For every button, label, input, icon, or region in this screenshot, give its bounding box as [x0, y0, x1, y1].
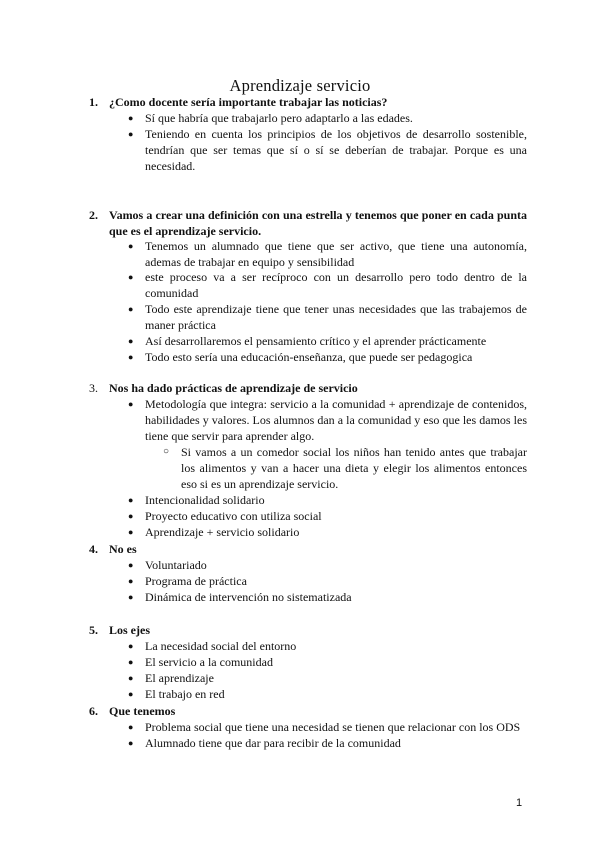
bullet-icon: ● — [128, 592, 134, 602]
list-item: Aprendizaje + servicio solidario — [145, 525, 300, 539]
bullet-icon: ● — [128, 527, 134, 537]
list-item: El servicio a la comunidad — [145, 655, 273, 669]
list-item: Voluntariado — [145, 558, 207, 572]
bullet-icon: ● — [128, 495, 134, 505]
section-4-heading: No es — [109, 542, 137, 556]
list-item: Problema social que tiene una necesidad se tienen que relacionar con los ODS — [145, 720, 521, 734]
list-item: El aprendizaje — [145, 671, 214, 685]
list-item: La necesidad social del entorno — [145, 639, 297, 653]
section-1-number: 1. — [89, 95, 98, 109]
section-6-number: 6. — [89, 704, 98, 718]
bullet-icon: ● — [128, 689, 134, 699]
bullet-icon: ● — [128, 272, 134, 282]
list-item: Alumnado tiene que dar para recibir de la comunidad — [145, 736, 401, 750]
bullet-icon: ● — [128, 352, 134, 362]
bullet-icon: ● — [128, 641, 134, 651]
bullet-icon: ● — [128, 113, 134, 123]
section-2-heading: Vamos a crear una definición con una estrella y tenemos que poner en cada punta que es el aprendizaje servicio. — [109, 208, 527, 238]
list-item: Teniendo en cuenta los principios de los objetivos de desarrollo sostenible, tendrían que ser temas que sí o sí se deberían de trabajar. Porque es una necesidad. — [145, 127, 527, 173]
page-number: 1 — [516, 797, 523, 809]
list-item: Dinámica de intervención no sistematizada — [145, 590, 352, 604]
bullet-icon: ● — [128, 673, 134, 683]
section-6-heading: Que tenemos — [109, 704, 176, 718]
bullet-icon: ● — [128, 576, 134, 586]
section-3-heading: Nos ha dado prácticas de aprendizaje de servicio — [109, 381, 358, 395]
page-title: Aprendizaje servicio — [229, 76, 371, 95]
list-item: Sí que habría que trabajarlo pero adaptarlo a las edades. — [145, 111, 413, 125]
circle-bullet-icon: ○ — [163, 446, 170, 457]
section-5-number: 5. — [89, 623, 98, 637]
list-item: Programa de práctica — [145, 574, 247, 588]
bullet-icon: ● — [128, 304, 134, 314]
bullet-icon: ● — [128, 511, 134, 521]
list-item: Así desarrollaremos el pensamiento crítico y el aprender prácticamente — [145, 334, 487, 348]
section-5-heading: Los ejes — [109, 623, 150, 637]
list-item: El trabajo en red — [145, 687, 225, 701]
list-item: Todo este aprendizaje tiene que tener unas necesidades que las trabajemos de maner práctica — [145, 302, 527, 332]
section-1-heading: ¿Como docente sería importante trabajar las noticias? — [109, 95, 388, 109]
section-3-number: 3. — [89, 381, 98, 395]
list-item: Metodología que integra: servicio a la comunidad + aprendizaje de contenidos, habilidades y valores. Los alumnos dan a la comunidad y eso que les damos les tiene que servir para aprender algo. — [145, 397, 527, 443]
bullet-icon: ● — [128, 399, 134, 409]
list-item: este proceso va a ser recíproco con un desarrollo pero todo dentro de la comunidad — [145, 270, 527, 300]
list-item: Intencionalidad solidario — [145, 493, 265, 507]
bullet-icon: ● — [128, 722, 134, 732]
bullet-icon: ● — [128, 129, 134, 139]
bullet-icon: ● — [128, 241, 134, 251]
list-item: Tenemos un alumnado que tiene que ser activo, que tiene una autonomía, ademas de trabajar en equipo y sensibilidad — [145, 239, 527, 269]
bullet-icon: ● — [128, 657, 134, 667]
bullet-icon: ● — [128, 336, 134, 346]
section-4-number: 4. — [89, 542, 98, 556]
section-2-number: 2. — [89, 208, 98, 222]
sub-list-item: Si vamos a un comedor social los niños han tenido antes que trabajar los alimentos y van a hacer una dieta y elegir los alimentos entonces eso si es un aprendizaje servicio. — [181, 445, 527, 491]
bullet-icon: ● — [128, 560, 134, 570]
bullet-icon: ● — [128, 738, 134, 748]
list-item: Proyecto educativo con utiliza social — [145, 509, 322, 523]
list-item: Todo esto sería una educación-enseñanza, que puede ser pedagogica — [145, 350, 473, 364]
